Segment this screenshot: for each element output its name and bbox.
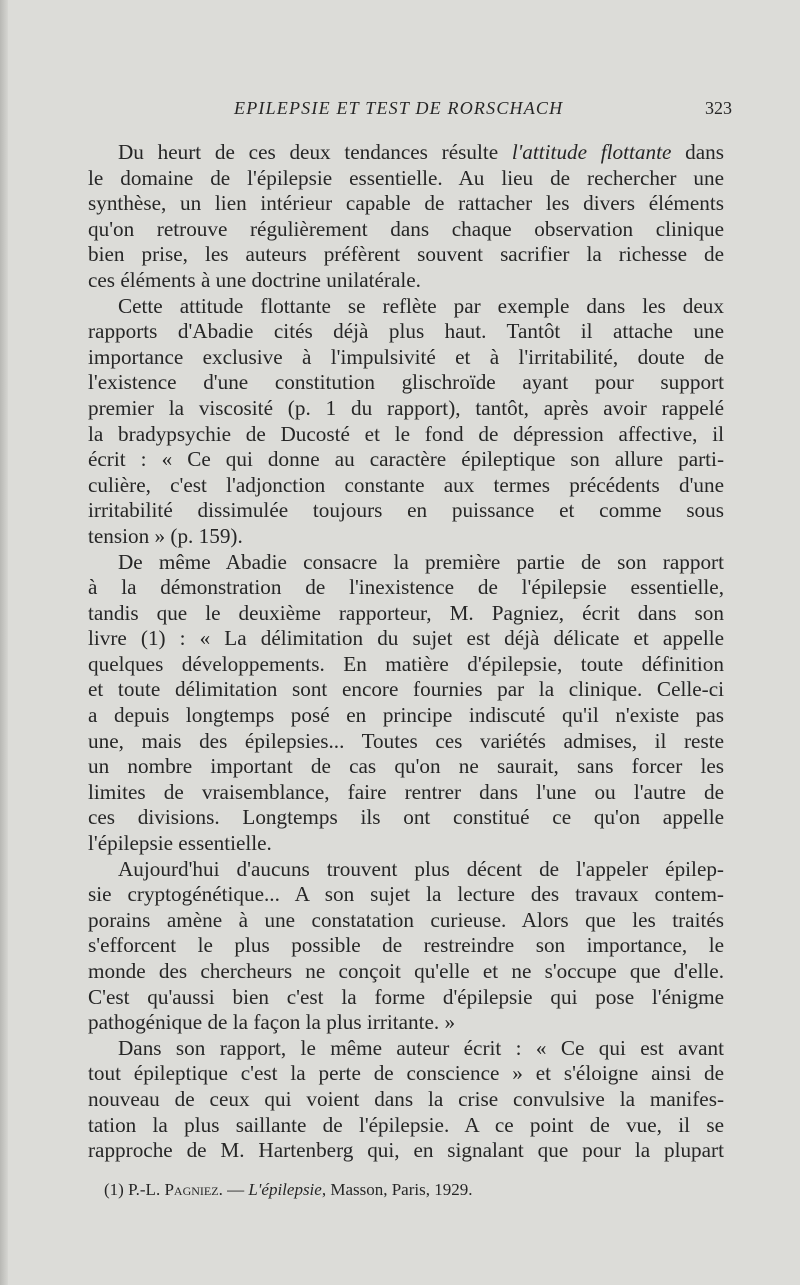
- text-run: C'est qu'aussi bien c'est la forme d'épilepsie qui pose l'énigme: [88, 984, 724, 1009]
- footnote-author: Pagniez: [164, 1180, 219, 1199]
- text-line: [88, 319, 724, 345]
- text-line: [88, 1087, 724, 1113]
- text-run: Cette attitude flottante se reflète par exemple dans les deux: [118, 293, 724, 318]
- text-run: qu'on retrouve régulièrement dans chaque observation clinique: [88, 216, 724, 241]
- page-edge: [0, 0, 8, 1285]
- text-line: [88, 857, 724, 883]
- footnote: [104, 1180, 724, 1200]
- text-line: [88, 217, 724, 243]
- text-line: [88, 933, 724, 959]
- italic-run: l'attitude flottante: [511, 140, 672, 164]
- text-run: écrit : « Ce qui donne au caractère épileptique son allure parti-: [88, 447, 724, 472]
- paragraph: [88, 857, 724, 1036]
- text-run: nouveau de ceux qui voient dans la crise convulsive la manifes-: [88, 1086, 724, 1111]
- text-line: [88, 498, 724, 524]
- text-run: Aujourd'hui d'aucuns trouvent plus décent de l'appeler épilep-: [118, 856, 724, 881]
- text-run: monde des chercheurs ne conçoit qu'elle et ne s'occupe que d'elle.: [88, 959, 724, 983]
- text-run: importance exclusive à l'impulsivité et à l'irritabilité, doute de: [88, 344, 724, 369]
- text-run: s'efforcent le plus possible de restreindre son importance, le: [88, 933, 724, 958]
- text-line: [88, 294, 724, 320]
- running-header: [88, 98, 736, 128]
- text-line: [88, 831, 724, 857]
- text-line: [88, 626, 724, 652]
- footnote-text: , Masson, Paris, 1929.: [321, 1180, 473, 1199]
- text-run: la bradypsychie de Ducosté et le fond de dépression affective, il: [88, 421, 724, 446]
- text-line: [88, 524, 724, 550]
- text-line: [88, 191, 724, 217]
- paragraph: [88, 140, 724, 294]
- text-line: [88, 1061, 724, 1087]
- text-line: [88, 473, 724, 499]
- paragraph: [88, 550, 724, 857]
- text-run: à la démonstration de l'inexistence de l'épilepsie essentielle,: [88, 575, 724, 600]
- text-line: [88, 1113, 724, 1139]
- text-run: synthèse, un lien intérieur capable de rattacher les divers éléments: [88, 191, 724, 216]
- text-run: un nombre important de cas qu'on ne saurait, sans forcer les: [88, 754, 724, 779]
- text-line: [88, 396, 724, 422]
- text-line: [88, 422, 724, 448]
- text-line: [88, 166, 724, 192]
- page-number: 323: [705, 98, 732, 118]
- text-run: quelques développements. En matière d'épilepsie, toute définition: [88, 651, 724, 676]
- text-run: bien prise, les auteurs préfèrent souvent sacrifier la richesse de: [88, 242, 724, 267]
- text-line: [88, 677, 724, 703]
- text-line: [88, 703, 724, 729]
- text-run: l'existence d'une constitution glischroïde ayant pour support: [88, 370, 724, 395]
- paragraph: [88, 1036, 724, 1164]
- text-run: rapports d'Abadie cités déjà plus haut. Tantôt il attache une: [88, 319, 724, 344]
- text-run: et toute délimitation sont encore fournies par la clinique. Celle-ci: [88, 677, 724, 702]
- text-line: [88, 575, 724, 601]
- text-run: l'épilepsie essentielle.: [88, 831, 272, 856]
- text-run: irritabilité dissimulée toujours en puissance et comme sous: [88, 498, 724, 523]
- text-line: [88, 1010, 724, 1036]
- text-line: [88, 268, 724, 294]
- text-run: une, mais des épilepsies... Toutes ces variétés admises, il reste: [88, 728, 724, 753]
- text-line: [88, 345, 724, 371]
- text-line: [88, 754, 724, 780]
- text-run: ces éléments à une doctrine unilatérale.: [88, 267, 421, 292]
- text-run: dans: [671, 140, 724, 164]
- text-run: rapproche de M. Hartenberg qui, en signalant que pour la plupart: [88, 1138, 724, 1163]
- text-run: tandis que le deuxième rapporteur, M. Pagniez, écrit dans son: [88, 600, 724, 625]
- text-line: [88, 780, 724, 806]
- text-run: De même Abadie consacre la première partie de son rapport: [118, 549, 724, 574]
- text-line: [88, 908, 724, 934]
- text-run: culière, c'est l'adjonction constante aux termes précédents d'une: [88, 472, 724, 497]
- text-run: sie cryptogénétique... A son sujet la lecture des travaux contem-: [88, 882, 724, 907]
- text-line: [88, 985, 724, 1011]
- text-line: [88, 805, 724, 831]
- paragraph: [88, 294, 724, 550]
- text-run: porains amène à une constatation curieuse. Alors que les traités: [88, 907, 724, 932]
- text-run: tension » (p. 159).: [88, 523, 243, 548]
- text-run: limites de vraisemblance, faire rentrer dans l'une ou l'autre de: [88, 779, 724, 804]
- text-run: le domaine de l'épilepsie essentielle. Au lieu de rechercher une: [88, 165, 724, 190]
- body-text: [88, 140, 724, 1164]
- text-line: [88, 1036, 724, 1062]
- text-line: [88, 959, 724, 985]
- text-line: [88, 601, 724, 627]
- footnote-text: (1) P.-L.: [104, 1180, 165, 1199]
- footnote-title: L'épilepsie: [248, 1180, 322, 1199]
- text-run: tation la plus saillante de l'épilepsie. A ce point de vue, il se: [88, 1112, 724, 1137]
- text-run: Du heurt de ces deux tendances résulte: [118, 140, 512, 164]
- text-line: [88, 1138, 724, 1164]
- text-run: a depuis longtemps posé en principe indiscuté qu'il n'existe pas: [88, 703, 724, 728]
- footnote-text: . —: [218, 1180, 249, 1199]
- text-run: pathogénique de la façon la plus irritante. »: [88, 1010, 456, 1035]
- text-line: [88, 550, 724, 576]
- text-line: [88, 140, 724, 166]
- text-run: tout épileptique c'est la perte de conscience » et s'éloigne ainsi de: [88, 1061, 724, 1086]
- text-line: [88, 729, 724, 755]
- running-title: EPILEPSIE ET TEST DE RORSCHACH: [234, 98, 564, 118]
- text-line: [88, 242, 724, 268]
- text-run: ces divisions. Longtemps ils ont constitué ce qu'on appelle: [88, 805, 724, 830]
- text-line: [88, 447, 724, 473]
- text-line: [88, 652, 724, 678]
- text-line: [88, 882, 724, 908]
- text-run: livre (1) : « La délimitation du sujet est déjà délicate et appelle: [88, 626, 724, 651]
- text-run: Dans son rapport, le même auteur écrit : « Ce qui est avant: [118, 1035, 724, 1060]
- text-line: [88, 370, 724, 396]
- text-run: premier la viscosité (p. 1 du rapport), tantôt, après avoir rappelé: [88, 395, 724, 420]
